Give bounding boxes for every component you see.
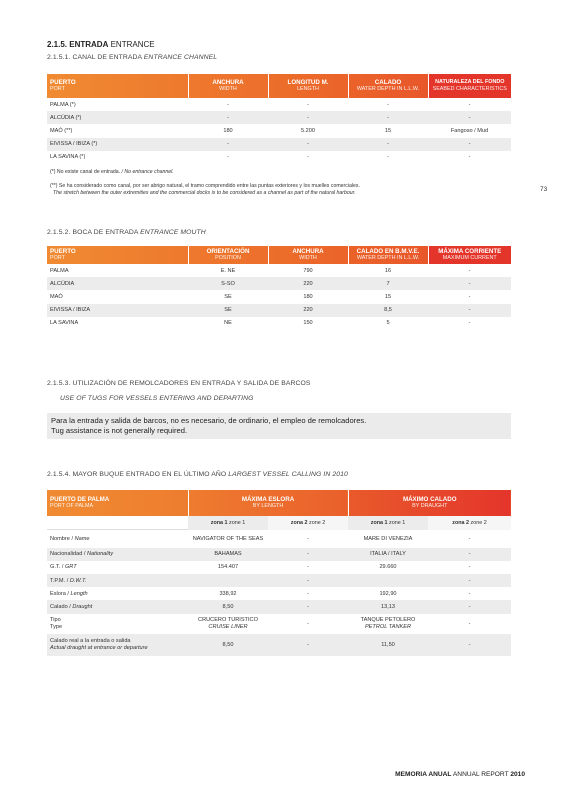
- row-label: Calado real a la entrada o salida Actual draught at entrance or departure: [50, 637, 148, 651]
- cell: [47, 516, 188, 530]
- cell: -: [468, 551, 471, 558]
- row-label: Nacionalidad / Nationality: [50, 551, 114, 558]
- cell: -: [387, 101, 389, 108]
- table-row-name: [47, 530, 511, 548]
- cell: ALCÚDIA (*): [50, 114, 82, 121]
- tugs-info-box: [47, 413, 511, 439]
- col-header-depth: CALADO EN B.M.V.E. WATER DEPTH IN L.L.W.: [348, 246, 428, 264]
- row-label: Calado / Draught: [50, 604, 93, 611]
- cell: -: [307, 604, 309, 611]
- cell: 192,90: [379, 590, 397, 597]
- cell: 11,50: [381, 641, 395, 648]
- col-header-width: ANCHURA WIDTH: [188, 74, 268, 98]
- tugs-text-es: Para la entrada y salida de barcos, no es necesario, de ordinario, el empleo de remolcadores.: [51, 416, 367, 425]
- cell: 180: [223, 127, 233, 134]
- cell: [348, 574, 428, 587]
- cell: -: [468, 535, 471, 542]
- cell: -: [468, 154, 471, 161]
- cell: -: [468, 101, 471, 108]
- cell: PALMA: [50, 267, 69, 274]
- cell: -: [468, 577, 471, 584]
- table-row: [47, 124, 511, 137]
- col-header-length: LONGITUD M. LENGTH: [268, 74, 348, 98]
- cell: ALCÚDIA: [50, 280, 75, 287]
- cell: -: [307, 590, 309, 597]
- zone2-draught-header: zona 2 zone 2: [428, 516, 511, 530]
- cell: 338,92: [219, 590, 237, 597]
- cell: 7: [386, 280, 390, 287]
- note-natural-channel: (**) Se ha considerado como canal, por ser abrigo natural, el tramo comprendido entre las puntas exteriores y los muelles comerciales. The stretch between the outer extremities and the commercial docks is to be considered as a channel as part of the natural harbour.: [50, 183, 360, 196]
- cell: ITALIA / ITALY: [370, 551, 406, 558]
- cell: -: [227, 101, 229, 108]
- cell: CRUCERO TURISTICO CRUISE LINER: [198, 616, 258, 630]
- subsection-title-tugs: 2.1.5.3. UTILIZACIÓN DE REMOLCADORES EN ENTRADA Y SALIDA DE BARCOS: [47, 380, 311, 387]
- row-label: Tipo Type: [50, 616, 63, 630]
- table-header-row: [47, 74, 511, 98]
- col-header-current: MÁXIMA CORRIENTE MAXIMUM CURRENT: [428, 246, 511, 264]
- cell: -: [307, 577, 309, 584]
- col-header-port-palma: PUERTO DE PALMA PORT OF PALMA: [47, 490, 188, 516]
- cell: 13,13: [381, 604, 395, 611]
- cell: -: [387, 154, 389, 161]
- cell: LA SAVINA: [50, 320, 79, 327]
- table-row-nationality: [47, 548, 511, 561]
- cell: -: [468, 280, 471, 287]
- cell: -: [307, 551, 309, 558]
- tugs-text-en: Tug assistance is not generally required.: [51, 426, 188, 435]
- cell: -: [468, 590, 471, 597]
- cell: 5: [386, 320, 390, 327]
- cell: S-SO: [221, 280, 235, 287]
- cell: -: [468, 604, 471, 611]
- cell: LA SAVINA (*): [50, 154, 86, 161]
- row-label: G.T. / GRT: [50, 564, 77, 571]
- cell: 180: [303, 293, 313, 300]
- col-header-max-length: MÁXIMA ESLORA BY LENGTH: [188, 490, 348, 516]
- zone2-length-header: zona 2 zone 2: [268, 516, 348, 530]
- subsection-title-largest-vessel: 2.1.5.4. MAYOR BUQUE ENTRADO EN EL ÚLTIMO AÑO LARGEST VESSEL CALLING IN 2010: [47, 471, 348, 478]
- cell: -: [307, 154, 309, 161]
- cell: -: [307, 101, 309, 108]
- cell: -: [468, 641, 471, 648]
- col-header-position: ORIENTACIÓN POSITION: [188, 246, 268, 264]
- entrance-mouth-table: [47, 246, 511, 330]
- table-row-actual-draught: [47, 634, 511, 656]
- footer: MEMORIA ANUAL ANNUAL REPORT 2010: [395, 771, 525, 778]
- cell: 150: [303, 320, 313, 327]
- cell: -: [307, 620, 309, 627]
- table-row: [47, 264, 511, 277]
- cell: 220: [303, 307, 313, 314]
- cell: -: [307, 535, 309, 542]
- cell: EIVISSA / IBIZA (*): [50, 141, 98, 148]
- cell: E. NE: [220, 267, 236, 274]
- cell: 5.200: [301, 127, 315, 134]
- table-row: [47, 317, 511, 330]
- cell: -: [468, 307, 471, 314]
- largest-vessel-table: [47, 490, 511, 656]
- page-number: 73: [540, 186, 548, 193]
- cell: MAÓ (**): [50, 127, 73, 134]
- cell: -: [468, 114, 471, 121]
- cell: 154.407: [217, 564, 239, 571]
- cell: -: [307, 114, 309, 121]
- cell: -: [227, 141, 229, 148]
- cell: -: [468, 564, 471, 571]
- col-header-width: ANCHURA WIDTH: [268, 246, 348, 264]
- cell: NE: [224, 320, 232, 327]
- section-heading-entrance: 2.1.5. ENTRADA ENTRANCE: [47, 40, 155, 49]
- cell: SE: [224, 293, 232, 300]
- cell: -: [307, 641, 309, 648]
- table-row: [47, 151, 511, 164]
- cell: 8,50: [222, 604, 234, 611]
- cell: 790: [303, 267, 313, 274]
- cell: 15: [384, 293, 392, 300]
- table-row-grt: [47, 561, 511, 574]
- cell: 8,50: [222, 641, 234, 648]
- cell: 8,5: [384, 307, 392, 314]
- row-label: Nombre / Name: [50, 535, 90, 542]
- cell: -: [227, 114, 229, 121]
- cell: MAÓ: [50, 293, 63, 300]
- cell: -: [468, 267, 471, 274]
- cell: SE: [224, 307, 232, 314]
- cell: 15: [384, 127, 392, 134]
- subsection-subtitle-tugs: USE OF TUGS FOR VESSELS ENTERING AND DEPARTING: [60, 395, 254, 402]
- cell: TANQUE PETOLERO PETROL TANKER: [360, 616, 416, 630]
- cell: [188, 574, 268, 587]
- subsection-title-channel: 2.1.5.1. CANAL DE ENTRADA ENTRANCE CHANNEL: [47, 54, 218, 61]
- zone-header-row: [47, 516, 511, 530]
- cell: -: [307, 564, 309, 571]
- cell: BAHAMAS: [214, 551, 242, 558]
- cell: -: [468, 141, 471, 148]
- table-row: [47, 277, 511, 290]
- subsection-title-mouth: 2.1.5.2. BOCA DE ENTRADA ENTRANCE MOUTH: [47, 229, 206, 236]
- cell: NAVIGATOR OF THE SEAS: [192, 535, 264, 542]
- col-header-port: PUERTO PORT: [50, 248, 76, 261]
- table-header-row: [47, 246, 511, 264]
- table-header-row: [47, 490, 511, 516]
- col-header-max-draught: MÁXIMO CALADO BY DRAUGHT: [348, 490, 511, 516]
- col-header-depth: CALADO WATER DEPTH IN L.L.W.: [348, 74, 428, 98]
- cell: PALMA (*): [50, 101, 76, 108]
- table-row: [47, 98, 511, 111]
- row-label: Eslora / Length: [50, 590, 88, 597]
- cell: -: [468, 293, 471, 300]
- cell: 220: [303, 280, 313, 287]
- entrance-channel-table: [47, 74, 511, 164]
- table-row-draught: [47, 600, 511, 613]
- note-no-channel: (*) No existe canal de entrada. / No entrance channel.: [50, 169, 174, 175]
- zone1-draught-header: zona 1 zone 1: [348, 516, 428, 530]
- cell: -: [307, 141, 309, 148]
- table-row: [47, 290, 511, 303]
- cell: -: [468, 620, 471, 627]
- cell: -: [387, 141, 389, 148]
- table-row: [47, 138, 511, 151]
- cell: MARE DI VENEZIA: [363, 535, 413, 542]
- cell: -: [227, 154, 229, 161]
- cell: -: [468, 320, 471, 327]
- table-row-type: [47, 614, 511, 634]
- table-row-dwt: [47, 574, 511, 587]
- row-label: T.P.M. / D.W.T.: [50, 577, 87, 584]
- cell: EIVISSA / IBIZA: [50, 307, 91, 314]
- cell: 29.660: [379, 564, 397, 571]
- zone1-length-header: zona 1 zone 1: [188, 516, 268, 530]
- cell: Fangoso / Mud: [450, 127, 489, 134]
- cell: -: [387, 114, 389, 121]
- col-header-seabed: NATURALEZA DEL FONDO SEABED CHARACTERISTICS: [428, 74, 511, 98]
- col-header-port: PUERTO PORT: [50, 79, 76, 92]
- table-row: [47, 111, 511, 124]
- cell: 16: [384, 267, 392, 274]
- table-row-length: [47, 587, 511, 600]
- table-row: [47, 304, 511, 317]
